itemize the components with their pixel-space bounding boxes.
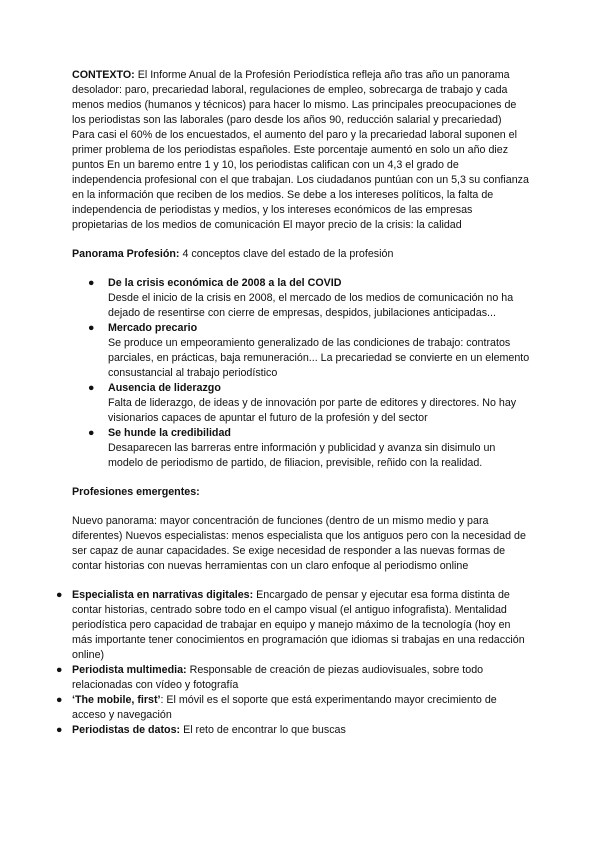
list-item-text: : El móvil es el soporte que está experimentando mayor crecimiento de acceso y navegación xyxy=(72,694,497,721)
list-item-desc: Desaparecen las barreras entre información y publicidad y avanza sin disimulo un modelo de periodismo de partido, de filiacion, previsible, reñido con la realidad. xyxy=(108,442,496,469)
list-item-label: Periodistas de datos: xyxy=(72,724,181,736)
bullet-icon: ● xyxy=(88,322,95,334)
document-page xyxy=(56,68,530,738)
bullet-icon: ● xyxy=(88,427,95,439)
list-item-label: ‘The mobile, first’ xyxy=(72,694,161,706)
list-item-title: Ausencia de liderazgo xyxy=(108,382,221,394)
emergentes-paragraph: Nuevo panorama: mayor concentración de funciones (dentro de un mismo medio y para diferentes) Nuevos especialistas: menos especialista que los antiguos pero con la necesidad de ser capaz de aunar capacidades. Se exige necesidad de responder a las nuevas formas de contar historias con nuevas herramientas con un claro enfoque al periodismo online xyxy=(72,515,526,572)
contexto-paragraph-2: Para casi el 60% de los encuestados, el aumento del paro y la precariedad laboral suponen el primer problema de los periodistas españoles. Este porcentaje aumentó en solo un año diez puntos En un baremo entre 1 y 10, los periodistas califican con un 4,3 el grado de independencia profesional con el que trabajan. Los ciudadanos puntúan con un 5,3 su confianza en la información que reciben de los medios. Se debe a los intereses políticos, la falta de independencia de periodistas y medios, y los intereses económicos de las empresas propietarias de los medios de comunicación El mayor precio de la crisis: la calidad xyxy=(72,129,529,231)
list-item-label: Especialista en narrativas digitales: xyxy=(72,589,254,601)
list-item-desc: Se produce un empeoramiento generalizado de las condiciones de trabajo: contratos parciales, en prácticas, baja remuneración... La precariedad se convierte en un elemento consustancial al trabajo periodístico xyxy=(108,337,530,379)
emergentes-list xyxy=(56,588,530,738)
contexto-paragraph xyxy=(72,68,530,128)
panorama-paragraph xyxy=(72,247,530,262)
bullet-icon: ● xyxy=(56,694,63,706)
panorama-label: Panorama Profesión: xyxy=(72,248,180,260)
list-item-label: Periodista multimedia: xyxy=(72,664,187,676)
panorama-list xyxy=(72,276,530,471)
bullet-icon: ● xyxy=(56,664,63,676)
bullet-icon: ● xyxy=(88,382,95,394)
list-item xyxy=(56,693,530,723)
list-item-title: De la crisis económica de 2008 a la del COVID xyxy=(108,277,342,289)
bullet-icon: ● xyxy=(56,589,63,601)
bullet-icon: ● xyxy=(88,277,95,289)
list-item-title: Mercado precario xyxy=(108,322,198,334)
list-item xyxy=(72,321,530,381)
list-item xyxy=(56,723,530,738)
list-item xyxy=(72,276,530,321)
list-item-desc: Desde el inicio de la crisis en 2008, el mercado de los medios de comunicación no ha dejado de resentirse con cierre de empresas, despidos, jubilaciones anticipadas... xyxy=(108,292,514,319)
list-item xyxy=(56,663,530,693)
list-item-desc: Falta de liderazgo, de ideas y de innovación por parte de editores y directores. No hay visionarios capaces de apuntar el futuro de la profesión y del sector xyxy=(108,397,517,424)
bullet-icon: ● xyxy=(56,724,63,736)
contexto-label: CONTEXTO: xyxy=(72,69,135,81)
panorama-text: 4 conceptos clave del estado de la profesión xyxy=(179,248,394,260)
list-item-text: Encargado de pensar y ejecutar esa forma distinta de contar historias, centrado sobre todo en el campo visual (el antiguo infografista). Mentalidad periodística pero capacidad de trabajar en equipo y manejo máximo de la tecnología (hoy en más importante tener conocimientos en programación que idiomas si trabajas en una redacción online) xyxy=(72,589,525,661)
emergentes-heading: Profesiones emergentes: xyxy=(72,486,200,498)
list-item xyxy=(72,426,530,471)
list-item-text: Responsable de creación de piezas audiovisuales, sobre todo relacionadas con vídeo y fotografía xyxy=(72,664,484,691)
list-item-text: El reto de encontrar lo que buscas xyxy=(180,724,346,736)
list-item-title: Se hunde la credibilidad xyxy=(108,427,231,439)
contexto-text: El Informe Anual de la Profesión Periodística refleja año tras año un panorama desolador: paro, precariedad laboral, regulaciones de empleo, sobrecarga de trabajo y cada menos medios (humanos y técnicos) para hacer lo mismo. Las principales preocupaciones de los periodistas son las laborales (paro desde los años 90, reducción salarial y precariedad) xyxy=(72,69,517,126)
list-item xyxy=(72,381,530,426)
list-item xyxy=(56,588,530,663)
